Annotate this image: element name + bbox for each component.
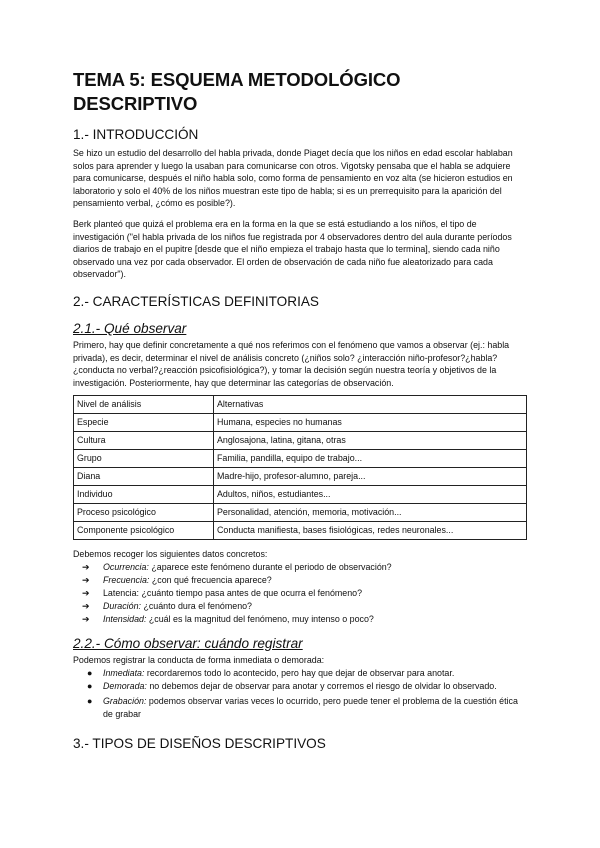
- arrow-icon: ➔: [82, 613, 90, 624]
- subsection-heading-que-observar: 2.1.- Qué observar: [73, 320, 187, 336]
- table-header-cell: Nivel de análisis: [74, 396, 214, 414]
- table-row: [74, 522, 527, 540]
- table-row: [74, 504, 527, 522]
- arrow-icon: ➔: [82, 574, 90, 585]
- table-cell: Anglosajona, latina, gitana, otras: [214, 432, 527, 450]
- arrow-icon: ➔: [82, 600, 90, 611]
- analysis-levels-table: [73, 395, 527, 540]
- list-item: ● Inmediata: recordaremos todo lo acontecido, pero hay que dejar de observar para anotar.: [87, 667, 455, 678]
- table-header-cell: Alternativas: [214, 396, 527, 414]
- table-row: [74, 486, 527, 504]
- como-observar-intro: Podemos registrar la conducta de forma inmediata o demorada:: [73, 654, 325, 665]
- table-cell: Conducta manifiesta, bases fisiológicas, redes neuronales...: [214, 522, 527, 540]
- table-cell: Personalidad, atención, memoria, motivación...: [214, 504, 527, 522]
- table-cell: Madre-hijo, profesor-alumno, pareja...: [214, 468, 527, 486]
- table-cell: Grupo: [74, 450, 214, 468]
- page-title: TEMA 5: ESQUEMA METODOLÓGICO DESCRIPTIVO: [73, 69, 401, 114]
- table-row: [74, 414, 527, 432]
- arrow-icon: ➔: [82, 587, 90, 598]
- arrow-icon: ➔: [82, 561, 90, 572]
- bullet-icon: ●: [87, 667, 93, 678]
- list-item: ➔ Intensidad: ¿cuál es la magnitud del fenómeno, muy intenso o poco?: [82, 613, 374, 624]
- list-item: ● Demorada: no debemos dejar de observar para anotar y corremos el riesgo de olvidar lo observado.: [87, 680, 497, 691]
- table-cell: Especie: [74, 414, 214, 432]
- registro-list: [73, 667, 528, 721]
- list-item: ➔ Duración: ¿cuánto dura el fenómeno?: [82, 600, 252, 611]
- datos-list: [73, 561, 528, 626]
- bullet-icon: ●: [87, 680, 93, 691]
- table-cell: Proceso psicológico: [74, 504, 214, 522]
- bullet-icon: ●: [87, 695, 93, 706]
- list-item: ➔ Frecuencia: ¿con qué frecuencia aparece?: [82, 574, 272, 585]
- list-item: ● Grabación: podemos observar varias veces lo ocurrido, pero puede tener el problema de la cuestión ética de grabar: [87, 695, 518, 719]
- table-cell: Individuo: [74, 486, 214, 504]
- table-cell: Familia, pandilla, equipo de trabajo...: [214, 450, 527, 468]
- table-cell: Componente psicológico: [74, 522, 214, 540]
- list-item: ➔ Latencia: ¿cuánto tiempo pasa antes de que ocurra el fenómeno?: [82, 587, 363, 598]
- table-cell: Cultura: [74, 432, 214, 450]
- table-header-row: [74, 396, 527, 414]
- datos-intro: Debemos recoger los siguientes datos concretos:: [73, 549, 268, 560]
- table-cell: Humana, especies no humanas: [214, 414, 527, 432]
- que-observar-paragraph: Primero, hay que definir concretamente a qué nos referimos con el fenómeno que vamos a observar (ej.: habla privada), es decir, determinar el nivel de análisis concreto (¿niños solo? ¿interacción niño-profesor?¿habla?¿conducta no verbal?¿reacción psicofisiológica?), y tomar la decisión según nuestra teoría y objetivos de la investigación. Posteriormente, hay que determinar las categorías de observación.: [73, 339, 510, 388]
- list-item: ➔ Ocurrencia: ¿aparece este fenómeno durante el periodo de observación?: [82, 561, 392, 572]
- intro-paragraph-1: Se hizo un estudio del desarrollo del habla privada, donde Piaget decía que los niños en edad escolar hablaban solos para aprender y luego la usaban para comunicarse con otros. Vigotsky pensaba que el habla se adquiere para comunicarse, después el niño habla solo, como forma de pensamiento en voz alta (se hicieron estudios en laboratorio y solo el 40% de los niños muestran este tipo de habla; si es un prerrequisito para la aparición del pensamiento verbal, ¿cómo es posible?).: [73, 148, 513, 209]
- table-row: [74, 432, 527, 450]
- subsection-heading-como-observar: 2.2.- Cómo observar: cuándo registrar: [73, 635, 303, 651]
- table-cell: Adultos, niños, estudiantes...: [214, 486, 527, 504]
- intro-paragraph-2: Berk planteó que quizá el problema era en la forma en la que se está estudiando a los niños, el tipo de investigación ("el habla privada de los niños fue registrada por 4 observadores dentro del aula durante períodos diarios de trabajo en el pupitre [desde que el niño empieza el trabajo hasta que lo termina], siendo cada niño observado una vez por cada observador. El orden de observación de cada niño fue aleatorizado para cada observador").: [73, 218, 512, 280]
- table-row: [74, 468, 527, 486]
- section-heading-tipos-disenos: 3.- TIPOS DE DISEÑOS DESCRIPTIVOS: [73, 735, 326, 751]
- document-page: [73, 68, 528, 753]
- table-row: [74, 450, 527, 468]
- table-cell: Diana: [74, 468, 214, 486]
- section-heading-introduccion: 1.- INTRODUCCIÓN: [73, 127, 199, 142]
- section-heading-caracteristicas: 2.- CARACTERÍSTICAS DEFINITORIAS: [73, 293, 319, 309]
